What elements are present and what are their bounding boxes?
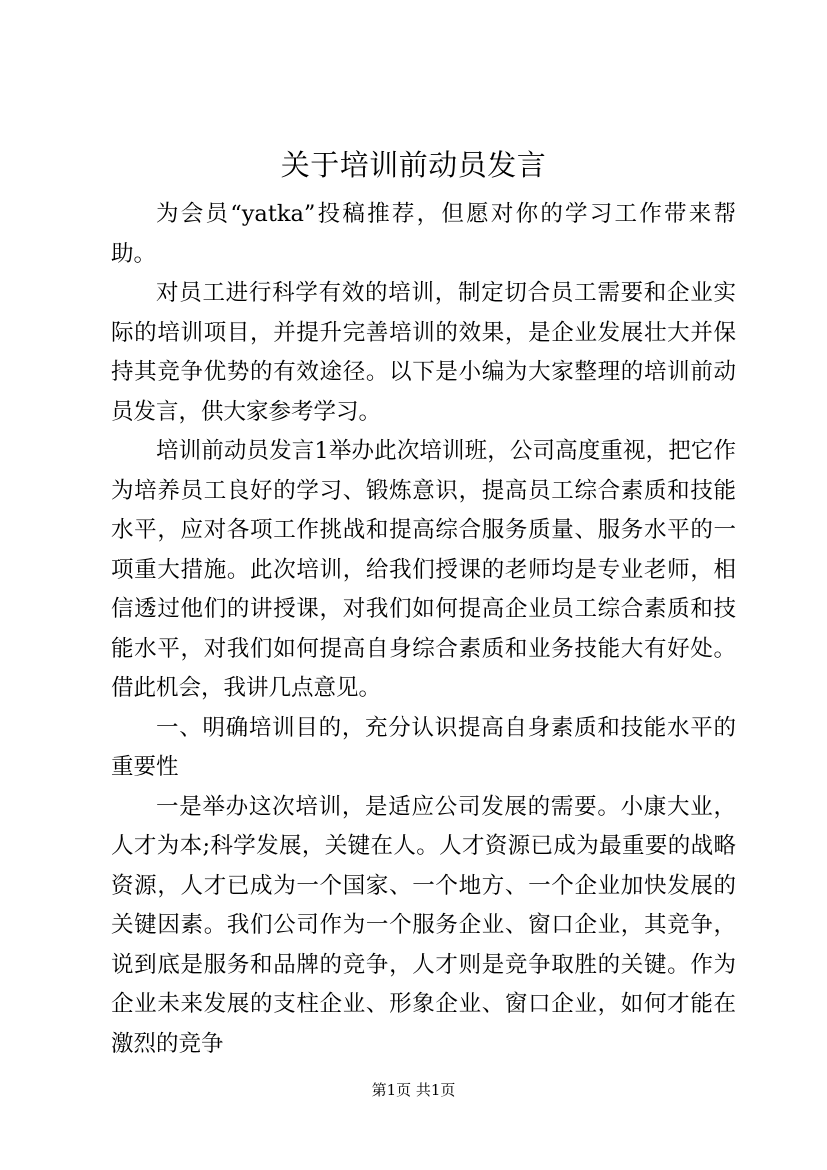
- paragraph-speech-opening: 培训前动员发言1举办此次培训班，公司高度重视，把它作为培养员工良好的学习、锻炼意识，提高员工综合素质和技能水平，应对各项工作挑战和提高综合服务质量、服务水平的一项重大措施。此次培训，给我们授课的老师均是专业老师，相信透过他们的讲授课，对我们如何提高企业员工综合素质和技能水平，对我们如何提高自身综合素质和业务技能大有好处。借此机会，我讲几点意见。: [111, 438, 736, 701]
- page-footer: 第1页 共1页: [371, 1081, 456, 1099]
- paragraph-intro: 为会员“yatka”投稿推荐，但愿对你的学习工作带来帮助。: [111, 201, 736, 267]
- document-body: [111, 195, 736, 1064]
- paragraph-section-1-point-1: 一是举办这次培训，是适应公司发展的需要。小康大业，人才为本;科学发展，关键在人。人才资源已成为最重要的战略资源，人才已成为一个国家、一个地方、一个企业加快发展的关键因素。我们公司作为一个服务企业、窗口企业，其竞争，说到底是服务和品牌的竞争，人才则是竞争取胜的关键。作为企业未来发展的支柱企业、形象企业、窗口企业，如何才能在激烈的竞争: [111, 793, 736, 1057]
- section-heading-1: 一、明确培训目的，充分认识提高自身素质和技能水平的重要性: [111, 714, 736, 780]
- document-title: 关于培训前动员发言: [280, 148, 547, 182]
- paragraph-summary: 对员工进行科学有效的培训，制定切合员工需要和企业实际的培训项目，并提升完善培训的效果，是企业发展壮大并保持其竞争优势的有效途径。以下是小编为大家整理的培训前动员发言，供大家参考学习。: [111, 280, 736, 425]
